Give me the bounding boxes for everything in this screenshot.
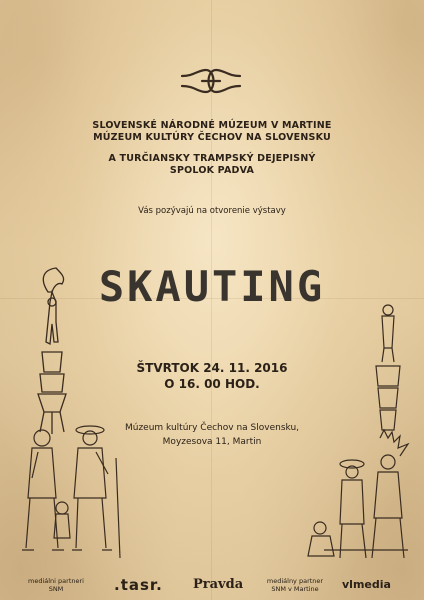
- partners-snm-label: [26, 577, 86, 593]
- scouts-group-illustration: [12, 418, 142, 568]
- tasr-logo: .tasr.: [114, 576, 163, 594]
- partner-martin-line2: SNM v Martine: [271, 585, 319, 593]
- partner-martin-line1: mediálny partner: [266, 577, 324, 585]
- exhibition-title: SKAUTING: [98, 262, 326, 311]
- eagle-totem-illustration: [22, 262, 82, 442]
- organizer-line-4: SPOLOK PADVA: [169, 165, 255, 176]
- organizer-line-2: MÚZEUM KULTÚRY ČECHOV NA SLOVENSKU: [93, 132, 331, 143]
- square-knot-icon: [180, 66, 242, 96]
- pravda-logo: Pravda: [193, 577, 244, 592]
- venue-line-1: Múzeum kultúry Čechov na Slovensku,: [124, 423, 300, 433]
- partners-snm-line1: mediálni partneri: [28, 577, 84, 585]
- partner-martin-label: [255, 577, 335, 593]
- vlmedia-logo: vlmedia: [342, 578, 391, 591]
- partners-snm-line2: SNM: [48, 585, 64, 593]
- totem-figure-illustration: [368, 300, 408, 440]
- organizer-line-1: SLOVENSKÉ NÁRODNÉ MÚZEUM V MARTINE: [92, 120, 332, 131]
- organizer-line-3: A TURČIANSKY TRAMPSKÝ DEJEPISNÝ: [108, 153, 316, 164]
- venue-line-2: Moyzesova 11, Martin: [162, 437, 262, 447]
- scouts-campfire-illustration: [300, 428, 420, 568]
- event-date: ŠTVRTOK 24. 11. 2016: [136, 361, 288, 375]
- event-time: O 16. 00 HOD.: [164, 377, 260, 391]
- invitation-text: Vás pozývajú na otvorenie výstavy: [138, 206, 286, 216]
